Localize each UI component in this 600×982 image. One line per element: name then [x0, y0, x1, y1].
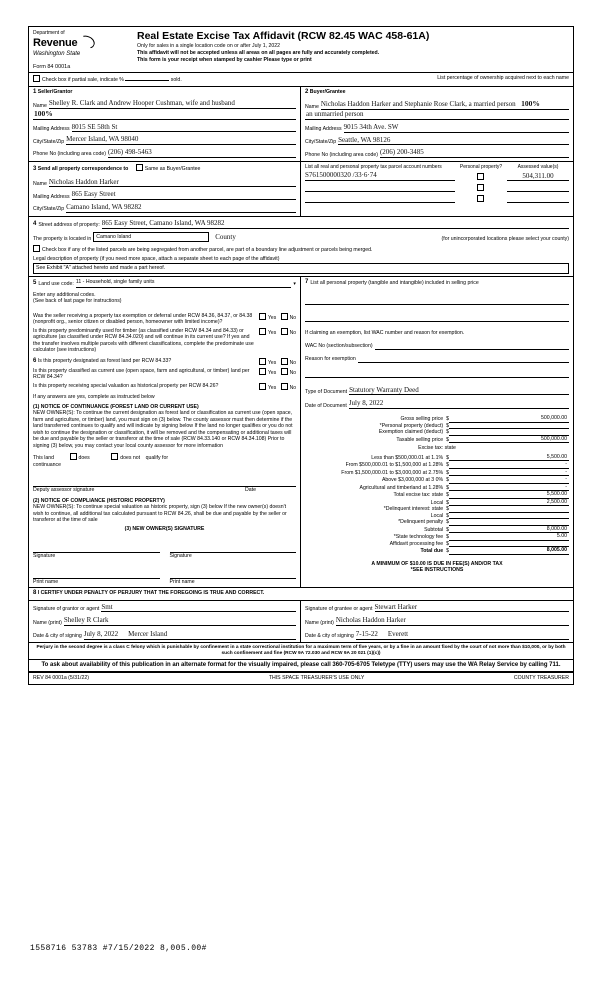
signature-section: [29, 601, 573, 643]
parcel-id-field[interactable]: [305, 171, 455, 181]
money-row: Above $3,000,000 at 3 0% $ -: [381, 476, 567, 484]
grantee-signature-field[interactable]: [375, 603, 570, 613]
seller-name-line2[interactable]: [33, 109, 296, 120]
this-land-label: This land: [33, 455, 55, 462]
gross-selling-price-value[interactable]: 500,000.00: [449, 415, 569, 423]
buyer-number: 2: [305, 88, 309, 95]
form-header: [29, 27, 573, 73]
seller-phone-field[interactable]: [108, 148, 296, 158]
seller-mail-field[interactable]: [72, 123, 296, 133]
ret-affidavit-form: [28, 26, 574, 685]
notice1-body: NEW OWNER(S): To continue the current designation as forest land or classification as current use (open space, farm and agriculture, or timber) land, you must sign on (3) below. The county assessor must then determine if the land transferred continues to qualify and will indicate by signing below If the land no longer qualifies or you do not wish to continue the designation or classification, it will be removed and the compensating or additional taxes will be due and payable by the seller or transferor at the time of sale (RCW 84.33.140 or RCW 84.34.108) Prior to signing (3) below, you may contact your local county assessor for more information: [33, 410, 293, 449]
seller-mail-label: Mailing Address: [33, 125, 70, 132]
see-instructions-note: *SEE INSTRUCTIONS: [410, 567, 464, 574]
segregation-note: Check box if any of the listed parcels are being segregated from another parcel, are part of a boundary line adjustment or parcels being merged.: [42, 247, 373, 254]
grantee-signature-block: [301, 601, 573, 642]
corr-name-label: Name: [33, 180, 47, 187]
buyer-city-value: Seattle, WA 98126: [338, 135, 391, 144]
money-row: Affidavit processing fee $: [305, 541, 569, 548]
ownership-pct-note: List percentage of ownership acquired next to each name: [437, 75, 569, 82]
legal-desc-field[interactable]: [33, 263, 569, 274]
buyer-name-label: Name: [305, 103, 319, 110]
grantor-city-value: Mercer Island: [128, 630, 168, 639]
money-row: Agricultural and timberland at 1.28% $ -: [359, 483, 567, 491]
street-address-field[interactable]: [102, 219, 569, 229]
grantor-signature-block: [29, 601, 301, 642]
corr-number: 3: [33, 166, 37, 173]
grantor-sig-label: Signature of grantor or agent: [33, 605, 100, 612]
excise-tax-header: Excise tax: state: [418, 445, 456, 452]
grantee-name-field[interactable]: [336, 616, 569, 626]
title-sub-3: This form is your receipt when stamped by cashier Please type or print: [137, 57, 312, 64]
parcel-assessed-value: 504,311.00: [522, 171, 554, 180]
personal-property-field-2[interactable]: [305, 313, 569, 322]
money-row: *State technology fee $ 5.00: [393, 533, 567, 541]
bracket-5-value[interactable]: -: [449, 484, 569, 492]
seller-number: 1: [33, 88, 37, 95]
parcel-col-personal: Personal property?: [459, 164, 503, 171]
located-note: (for unincorporated locations please select your county): [441, 235, 569, 242]
notice1-title: (1) NOTICE OF CONTINUANCE (FOREST LAND OR CURRENT USE): [33, 403, 199, 410]
see-back-label: (See back of last page for instructions): [33, 298, 122, 305]
exemption-note: If claiming an exemption, list WAC number and reason for exemption.: [305, 330, 465, 337]
seller-pct: 100%: [34, 109, 53, 119]
grantee-date-value: 7-15-22: [355, 630, 378, 639]
table-row: [305, 171, 569, 181]
question-current-use: [33, 368, 296, 381]
checkbox-icon[interactable]: [70, 453, 77, 460]
seller-phone-label: Phone No (including area code): [33, 151, 106, 158]
state-label: Washington State: [33, 51, 81, 57]
receipt-stamp: 1558716 53783 #7/15/2022 8,005.00#: [30, 944, 207, 953]
buyer-city-label: City/State/Zip: [305, 138, 337, 145]
parcel-id-field[interactable]: [305, 193, 455, 203]
street-label: Street address of property:: [38, 222, 100, 229]
money-row: Less than $500,000.01 at 1.1% $ 5,500.00: [371, 453, 567, 461]
chevron-down-icon[interactable]: ▾: [293, 281, 296, 288]
sold-label: sold.: [170, 77, 182, 84]
parcel-assessed-field[interactable]: [507, 172, 569, 182]
corr-name-field[interactable]: [49, 178, 296, 188]
deputy-assessor-label: Deputy assessor signature: [33, 487, 95, 494]
seller-city-field[interactable]: [66, 135, 296, 145]
bracket-1-value[interactable]: 5,500.00: [449, 454, 569, 462]
checkbox-icon[interactable]: [259, 313, 266, 320]
yes-no-group[interactable]: Yes No: [259, 358, 296, 366]
continuance-label: continuance: [33, 461, 61, 468]
bracket-4-value[interactable]: -: [449, 476, 569, 484]
corr-mail-field[interactable]: [72, 190, 296, 200]
money-row: Local $ 2,500.00: [430, 498, 567, 506]
money-row: Total excise tax: state $ 5,500.00: [393, 491, 567, 499]
buyer-city-field[interactable]: [338, 136, 569, 146]
checkbox-icon[interactable]: [33, 245, 40, 252]
doc-type-field[interactable]: [349, 386, 569, 396]
yes-no-group[interactable]: Yes No: [259, 313, 296, 326]
question-current-use-text: Is this property classified as current use (open space, farm and agricultural, or timber) land per RCW 84.34?: [33, 367, 250, 381]
buyer-block: [301, 87, 573, 161]
seller-city-value: Mercer Island, WA 98040: [66, 135, 139, 144]
yes-no-group[interactable]: Yes No: [259, 368, 296, 381]
parcel-block: [301, 162, 573, 216]
legal-desc-value: See Exhibit "A" attached hereto and made a part hereof.: [36, 265, 166, 272]
corr-city-value: Camano Island, WA 98282: [66, 203, 142, 212]
table-row: [305, 182, 569, 192]
checkbox-icon[interactable]: [111, 453, 118, 460]
seller-heading: Seller/Grantor: [37, 88, 73, 95]
bracket-2-value[interactable]: -: [449, 461, 569, 469]
continuance-qualify-row: This land does does not qualify for: [33, 455, 169, 462]
swirl-icon: [78, 33, 98, 51]
checkbox-icon[interactable]: [281, 383, 288, 390]
question-historic: [33, 383, 296, 391]
alt-format-note: To ask about availability of this publication in an alternate format for the visually impaired, please call 360-705-6705 Teletype (TTY) users may use the WA Relay Service by calling 711.: [29, 660, 573, 673]
money-row: *Delinquent penalty $: [305, 519, 569, 526]
parcel-personal-cell[interactable]: [455, 195, 507, 204]
doc-date-field[interactable]: [349, 399, 569, 409]
grantee-city-value: Everett: [387, 630, 409, 639]
question-exemption: [33, 313, 296, 326]
corr-mail-value: 865 Easy Street: [71, 190, 116, 199]
state-tech-fee-value[interactable]: 5.00: [449, 533, 569, 541]
table-row: [305, 193, 569, 203]
corr-mail-label: Mailing Address: [33, 193, 70, 200]
dept-label: Department of: [33, 30, 65, 36]
party-section: [29, 87, 573, 162]
page-title: Real Estate Excise Tax Affidavit (RCW 82.45 WAC 458-61A): [137, 30, 430, 42]
title-sub-1: Only for sales in a single location code on or after July 1, 2022: [137, 43, 281, 50]
question-forest-land: [33, 358, 296, 366]
reason-field[interactable]: [358, 354, 569, 363]
form-title-block: [137, 30, 569, 70]
grantee-print-label: Name (print): [305, 619, 334, 626]
grantor-print-label: Name (print): [33, 619, 62, 626]
total-due-value[interactable]: 8,005.00: [449, 547, 569, 555]
new-owner-signature-field-2[interactable]: [170, 542, 297, 553]
seller-name-field[interactable]: [49, 99, 296, 109]
notice2-body: NEW OWNER(S): To continue special valuation as historic property, sign (3) below If the new owner(s) doesn't wish to continue, all additional tax calculated pursuant to RCW 84.26, shall be due and payable by the seller or transferor at the time of sale: [33, 504, 287, 524]
correspondence-block: [29, 162, 301, 216]
money-row: From $1,500,000.01 to $3,000,000 at 2.75% $ -: [341, 468, 567, 476]
money-row: Total due $ 8,005.00: [420, 547, 567, 555]
right-calculation-column: [301, 277, 573, 588]
money-row: *Personal property (deduct) $: [305, 423, 569, 430]
located-label: The property is located in: [33, 235, 92, 242]
street-number: 4: [33, 221, 37, 228]
city-select[interactable]: [93, 232, 209, 243]
buyer-mail-value: 9015 34th Ave. SW: [343, 122, 399, 131]
checkbox-icon[interactable]: [33, 75, 40, 82]
title-sub-2: This affidavit will not be accepted unless all areas on all pages are fully and accurately completed.: [137, 50, 380, 57]
question-exemption-text: Was the seller receiving a property tax exemption or deferral under RCW 84.36, 84.37, or 84.38 (nonprofit org., senior citizen or disabled person, homeowner with limited income)?: [33, 312, 253, 326]
buyer-phone-value: (206) 200-3485: [379, 148, 424, 157]
partial-sale-row: [29, 73, 573, 87]
seller-city-label: City/State/Zip: [33, 138, 65, 145]
bracket-3-value[interactable]: -: [449, 469, 569, 477]
landuse-value: 11 - Household, single family units: [75, 278, 155, 285]
doc-date-label: Date of Document: [305, 402, 347, 409]
county-handwritten: County: [215, 233, 236, 242]
section8-number: 8: [33, 590, 37, 597]
parcel-col-numbers: List all real and personal property tax parcel account numbers: [305, 164, 442, 171]
main-lower-section: [29, 277, 573, 589]
delinquent-interest-local-value[interactable]: [449, 518, 569, 519]
located-value: Camano Island: [96, 233, 132, 240]
corr-name-value: Nicholas Haddon Harker: [48, 177, 119, 186]
delinquent-interest-state-value[interactable]: [449, 512, 569, 513]
seller-phone-value: (206) 498-5463: [107, 148, 152, 157]
landuse-label: Land use code:: [38, 281, 74, 288]
new-owner-signature-field-1[interactable]: [33, 542, 160, 553]
parcel-header: [305, 164, 569, 170]
question-forest-text: Is this property designated as forest land per RCW 84.33?: [37, 357, 172, 364]
section7-number: 7: [305, 278, 309, 285]
deputy-date-label: Date: [245, 487, 256, 494]
seller-block: [29, 87, 301, 161]
partial-sale-label: Check box if partial sale, indicate %: [42, 77, 124, 84]
minimum-due-note: A MINIMUM OF $10.00 IS DUE IN FEE(S) AND/OR TAX: [371, 560, 503, 567]
parcel-personal-cell[interactable]: [455, 184, 507, 193]
segregation-row[interactable]: [33, 245, 569, 254]
same-as-buyer-label: Same as Buyer/Grantee: [144, 166, 201, 173]
grantee-datecity-label: Date & city of signing: [305, 633, 354, 640]
section6-number: 6: [33, 357, 37, 364]
checkbox-icon[interactable]: [259, 358, 266, 365]
reason-field-2[interactable]: [305, 369, 569, 378]
checkbox-icon[interactable]: [281, 368, 288, 375]
notice3-title: (3) NEW OWNER(S) SIGNATURE: [124, 525, 205, 532]
legal-desc-label: Legal description of property (if you need more space, attach a separate sheet to each page of the affidavit): [33, 255, 280, 262]
money-row: Gross selling price $ 500,000.00: [400, 415, 567, 423]
new-owner-printname-field-1[interactable]: [33, 568, 160, 579]
buyer-marital-note: an unmarried person: [306, 110, 364, 119]
county-treasurer-label: COUNTY TREASURER: [513, 675, 569, 682]
buyer-mail-label: Mailing Address: [305, 126, 342, 133]
certify-heading: I CERTIFY UNDER PENALTY OF PERJURY THAT THE FOREGOING IS TRUE AND CORRECT.: [37, 590, 265, 597]
checkbox-icon[interactable]: [259, 368, 266, 375]
money-row: Local $: [305, 513, 569, 520]
checkbox-icon[interactable]: [477, 173, 484, 180]
money-row: Taxable selling price $ 500,000.00: [396, 435, 567, 443]
grantor-datecity-label: Date & city of signing: [33, 633, 82, 640]
subtotal-value[interactable]: 8,000.00: [449, 526, 569, 534]
doc-type-value: Statutory Warranty Deed: [349, 385, 419, 394]
checkbox-icon[interactable]: [281, 358, 288, 365]
grantor-datecity-field[interactable]: [84, 630, 296, 640]
seller-name-value: Shelley R. Clark and Andrew Hooper Cushman, wife and husband: [48, 99, 235, 108]
yes-no-group[interactable]: Yes No: [259, 328, 296, 354]
parcel-personal-cell[interactable]: [455, 173, 507, 182]
total-excise-local-value[interactable]: 2,500.00: [449, 499, 569, 507]
buyer-name-line2[interactable]: [305, 110, 569, 120]
notice2-title: (2) NOTICE OF COMPLIANCE (HISTORIC PROPERTY): [33, 497, 165, 504]
taxable-selling-price-value[interactable]: 500,000.00: [449, 436, 569, 444]
perjury-note: Perjury in the second degree is a class C felony which is punishable by confinement in a state correctional institution for a maximum term of five years, or by a fine in an amount fixed by the court of not more than $10,000, or by both such confinement and fine (RCW 9A 72.030 and RCW 9A 20 021 (1)(c)): [29, 643, 573, 660]
checkbox-icon[interactable]: [259, 328, 266, 335]
checkbox-icon[interactable]: [477, 184, 484, 191]
grantor-signature-field[interactable]: Smt: [101, 603, 296, 613]
footer-row: [29, 672, 573, 684]
parcel-id-value: S761500000320 /33·6·74: [305, 171, 377, 180]
corr-heading: Send all property correspondence to: [37, 166, 129, 173]
personal-property-field-1[interactable]: [305, 296, 569, 305]
same-as-buyer-checkbox[interactable]: [136, 164, 143, 171]
agency-logo: [33, 30, 137, 70]
enter-codes-label: Enter any additional codes.: [33, 291, 96, 298]
corr-city-label: City/State/Zip: [33, 206, 65, 213]
grantee-sig-value: Stewart Harker: [374, 602, 418, 611]
money-row: From $500,000.01 to $1,500,000 at 1.28% $ -: [345, 461, 567, 469]
seller-mail-value: 8015 SE 58th St: [71, 122, 118, 131]
corr-city-field[interactable]: [66, 203, 296, 213]
buyer-pct: 100%: [521, 99, 540, 109]
certify-heading-row: [29, 588, 573, 601]
money-row: Subtotal $ 8,000.00: [424, 525, 567, 533]
revenue-label: Revenue: [33, 36, 133, 51]
money-row: Exemption claimed (deduct) $: [305, 429, 569, 436]
buyer-phone-field[interactable]: [380, 148, 569, 158]
form-number: Form 84 0001a: [33, 63, 71, 70]
parcel-id-field[interactable]: [305, 182, 455, 192]
grantor-name-value: Shelley R Clark: [63, 616, 109, 625]
any-yes-note: If any answers are yes, complete as instructed below: [33, 394, 155, 401]
checkbox-icon[interactable]: [259, 383, 266, 390]
total-excise-state-value[interactable]: 5,500.00: [449, 491, 569, 499]
personal-property-deduct-value[interactable]: [449, 428, 569, 429]
buyer-phone-label: Phone No (including area code): [305, 151, 378, 158]
reason-label: Reason for exemption: [305, 356, 356, 363]
personal-property-label: List all personal property (tangible and intangible) included in selling price: [310, 279, 479, 286]
parcel-col-assessed: Assessed value(s): [517, 164, 559, 171]
deputy-assessor-signature-field[interactable]: [33, 476, 296, 487]
yes-no-group[interactable]: Yes No: [259, 383, 296, 391]
checkbox-icon[interactable]: [281, 313, 288, 320]
seller-name-label: Name: [33, 102, 47, 109]
left-questions-column: 5 Land use code: 11 - Household, single family units ▾ Enter any additional codes. (See back of last page for instructions) Was the seller receiving a property tax exemption or deferral under RCW 84.36, 84.37, or 84.38 (nonprofit org., senior citizen or disabled person, homeowner with limited income)? Yes No Is this property predominantly used for timber (as classified under RCW 84.34 and 84.33) or agriculture (as classified under RCW 84.34.020) and will continue in its current use? If yes and the transfer involves multiple parcels with different classifications, complete the predominate use calculator (see instructions) Yes No 6 Is this property designated as forest land per RCW 84.33? Yes No Is this property classified as current use (open space, farm and agricultural, or timber) land per RCW 84.34? Yes No Is this property receiving special valuation as historical property per RCW 84.26? Yes No If any answers are yes, complete as instructed below (1) NOTICE OF CONTINUANCE (FOREST LAND OR CURRENT USE) NEW OWNER(S): To continue the current designation as forest land or classification as current use (open space, farm and agriculture, or timber) land, you must sign on (3) below. The county assessor must then determine if the land transferred continues to qualify and will indicate by signing below If the land no longer qualifies or you do not wish to continue the designation or classification, it will be removed and the compensating or additional taxes will be due and payable by the seller or transferor at the time of sale (RCW 84.33.140 or RCW 84.34.108) Prior to signing (3) below, you may contact your local county assessor for more information This land does does not qualify for continuance Deputy assessor signature Date (2) NOTICE OF COMPLIANCE (HISTORIC PROPERTY) NEW OWNER(S): To continue special valuation as historic property, sign (3) below If the new owner(s) doesn't wish to continue, all additional tax calculated pursuant to RCW 84.26, shall be due and payable by the seller or transferor at the time of sale (3) NEW OWNER(S) SIGNATURE Signature Signature Print name Print name: [29, 277, 301, 588]
checkbox-icon[interactable]: [477, 195, 484, 202]
checkbox-icon[interactable]: [281, 328, 288, 335]
buyer-name-value: Nicholas Haddon Harker and Stephanie Rose Clark, a married person: [320, 100, 516, 109]
rev-number: REV 84 0001a (5/31/22): [33, 675, 89, 682]
buyer-mail-field[interactable]: [344, 123, 569, 133]
money-row: *Delinquent interest: state $: [305, 506, 569, 513]
street-address-value: 865 Easy Street, Camano Island, WA 98282: [101, 218, 225, 227]
treasurer-space-label: THIS SPACE TREASURER'S USE ONLY: [268, 675, 365, 682]
partial-sale-check[interactable]: [33, 75, 182, 84]
question-historic-text: Is this property receiving special valuation as historical property per RCW 84.26?: [33, 382, 219, 389]
doc-date-value: July 8, 2022: [348, 399, 384, 408]
wac-field[interactable]: [375, 341, 569, 350]
grantee-sig-label: Signature of grantee or agent: [305, 605, 373, 612]
landuse-number: 5: [33, 280, 37, 287]
grantor-name-field[interactable]: [64, 616, 296, 626]
doc-type-label: Type of Document: [305, 388, 348, 395]
wac-label: WAC No (section/subsection): [305, 343, 373, 350]
buyer-heading: Buyer/Grantee: [309, 88, 346, 95]
correspondence-parcel-section: [29, 162, 573, 217]
grantee-name-value: Nicholas Haddon Harker: [335, 616, 406, 625]
buyer-name-field[interactable]: [321, 99, 569, 110]
grantee-datecity-field[interactable]: [356, 630, 569, 640]
parcel-assessed-field[interactable]: [507, 191, 569, 192]
landuse-select[interactable]: [76, 279, 292, 288]
question-timber-ag: Is this property predominantly used for timber (as classified under RCW 84.34 and 84.33) or agriculture (as classified under RCW 84.34.020) and will continue in its current use? If yes and the transfer involves multiple parcels with different classifications, complete the predominate use calculator (see instructions) Yes No: [33, 327, 296, 354]
parcel-assessed-field[interactable]: [507, 202, 569, 203]
new-owner-printname-field-2[interactable]: [170, 568, 297, 579]
grantor-date-value: July 8, 2022: [83, 630, 119, 639]
street-address-section: [29, 217, 573, 277]
